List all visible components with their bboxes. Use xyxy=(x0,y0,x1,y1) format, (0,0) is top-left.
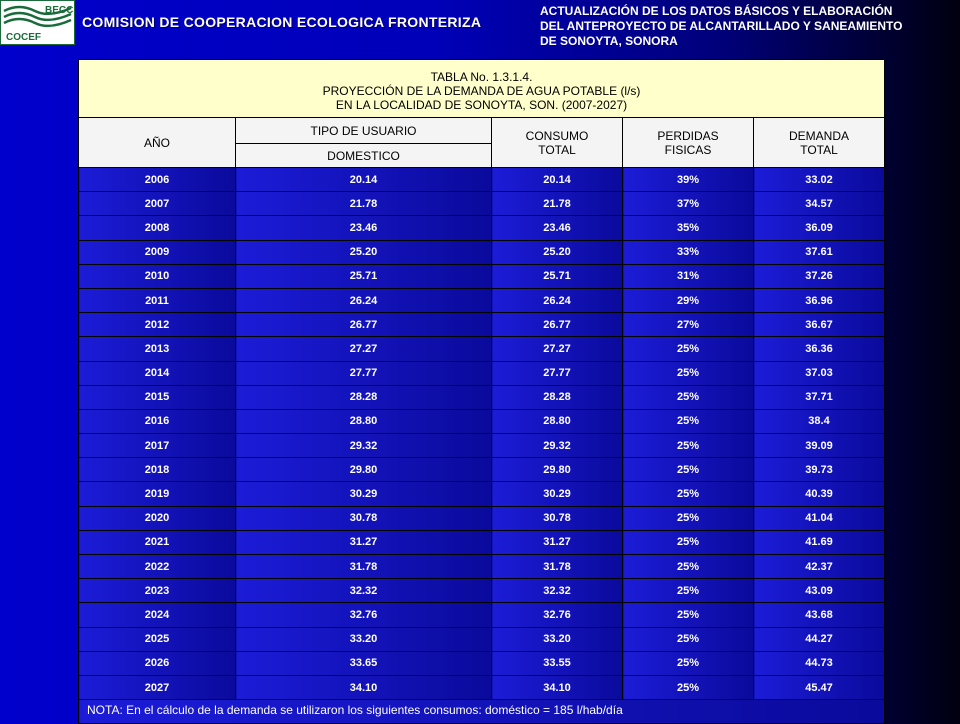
table-row xyxy=(79,288,885,312)
cell-demand: 44.73 xyxy=(754,651,885,675)
table-row xyxy=(79,409,885,433)
cell-year: 2012 xyxy=(79,313,236,337)
cell-domestic: 27.77 xyxy=(236,361,492,385)
cell-losses: 25% xyxy=(623,385,754,409)
water-demand-table xyxy=(78,59,885,724)
cell-year: 2011 xyxy=(79,288,236,312)
cell-consumption: 23.46 xyxy=(492,216,623,240)
cell-losses: 25% xyxy=(623,675,754,699)
cell-demand: 36.36 xyxy=(754,337,885,361)
document-title-line: ACTUALIZACIÓN DE LOS DATOS BÁSICOS Y ELABORACIÓN xyxy=(540,4,893,18)
cell-losses: 25% xyxy=(623,579,754,603)
cell-consumption: 20.14 xyxy=(492,168,623,192)
cell-demand: 37.71 xyxy=(754,385,885,409)
table-row xyxy=(79,337,885,361)
cell-losses: 25% xyxy=(623,458,754,482)
cell-year: 2014 xyxy=(79,361,236,385)
cell-demand: 36.96 xyxy=(754,288,885,312)
cell-demand: 39.09 xyxy=(754,434,885,458)
table-row xyxy=(79,506,885,530)
header-consumption: CONSUMO TOTAL xyxy=(492,118,623,168)
table-title-line: EN LA LOCALIDAD DE SONOYTA, SON. (2007-2027) xyxy=(335,97,628,112)
cell-domestic: 31.78 xyxy=(236,555,492,579)
header-user-type: TIPO DE USUARIO xyxy=(236,118,492,144)
table-row xyxy=(79,675,885,699)
cell-domestic: 29.80 xyxy=(236,458,492,482)
cell-consumption: 29.32 xyxy=(492,434,623,458)
table-row xyxy=(79,458,885,482)
cell-year: 2010 xyxy=(79,264,236,288)
cell-domestic: 26.24 xyxy=(236,288,492,312)
cell-demand: 41.69 xyxy=(754,530,885,554)
cell-consumption: 27.27 xyxy=(492,337,623,361)
cell-year: 2026 xyxy=(79,651,236,675)
table-title xyxy=(79,60,885,118)
cell-consumption: 34.10 xyxy=(492,675,623,699)
table-row xyxy=(79,313,885,337)
cell-demand: 34.57 xyxy=(754,192,885,216)
table-row xyxy=(79,385,885,409)
cell-consumption: 33.20 xyxy=(492,627,623,651)
cell-domestic: 31.27 xyxy=(236,530,492,554)
cell-losses: 25% xyxy=(623,361,754,385)
cell-year: 2023 xyxy=(79,579,236,603)
cell-consumption: 33.55 xyxy=(492,651,623,675)
table-title-line: PROYECCIÓN DE LA DEMANDA DE AGUA POTABLE (l/s) xyxy=(322,83,641,98)
cell-losses: 35% xyxy=(623,216,754,240)
cell-consumption: 31.78 xyxy=(492,555,623,579)
cell-demand: 37.61 xyxy=(754,240,885,264)
document-title-line: DE SONOYTA, SONORA xyxy=(540,34,678,48)
cell-losses: 25% xyxy=(623,627,754,651)
table-row xyxy=(79,168,885,192)
table-row xyxy=(79,434,885,458)
cell-demand: 37.03 xyxy=(754,361,885,385)
cell-demand: 42.37 xyxy=(754,555,885,579)
cell-year: 2015 xyxy=(79,385,236,409)
cell-demand: 43.09 xyxy=(754,579,885,603)
document-title-line: DEL ANTEPROYECTO DE ALCANTARILLADO Y SANEAMIENTO xyxy=(540,19,903,33)
cell-domestic: 20.14 xyxy=(236,168,492,192)
cell-losses: 31% xyxy=(623,264,754,288)
cell-domestic: 28.28 xyxy=(236,385,492,409)
cell-losses: 25% xyxy=(623,337,754,361)
cell-domestic: 28.80 xyxy=(236,409,492,433)
cell-domestic: 33.65 xyxy=(236,651,492,675)
cell-losses: 33% xyxy=(623,240,754,264)
cell-domestic: 27.27 xyxy=(236,337,492,361)
table-row xyxy=(79,530,885,554)
cell-consumption: 28.80 xyxy=(492,409,623,433)
cell-demand: 41.04 xyxy=(754,506,885,530)
table-row xyxy=(79,651,885,675)
cell-consumption: 32.32 xyxy=(492,579,623,603)
table-row xyxy=(79,482,885,506)
cell-losses: 25% xyxy=(623,555,754,579)
cell-year: 2018 xyxy=(79,458,236,482)
logo-text-cocef: COCEF xyxy=(6,32,41,43)
cell-losses: 25% xyxy=(623,651,754,675)
cell-year: 2006 xyxy=(79,168,236,192)
header-losses: PERDIDAS FISICAS xyxy=(623,118,754,168)
cell-consumption: 25.71 xyxy=(492,264,623,288)
table-row xyxy=(79,216,885,240)
table-row xyxy=(79,240,885,264)
cell-domestic: 23.46 xyxy=(236,216,492,240)
cell-losses: 39% xyxy=(623,168,754,192)
document-title xyxy=(540,4,955,49)
cell-consumption: 32.76 xyxy=(492,603,623,627)
cell-year: 2025 xyxy=(79,627,236,651)
cell-year: 2022 xyxy=(79,555,236,579)
cell-demand: 43.68 xyxy=(754,603,885,627)
cell-losses: 25% xyxy=(623,603,754,627)
table-row xyxy=(79,192,885,216)
cell-losses: 25% xyxy=(623,482,754,506)
cell-year: 2027 xyxy=(79,675,236,699)
cell-domestic: 32.76 xyxy=(236,603,492,627)
table-row xyxy=(79,603,885,627)
cell-losses: 25% xyxy=(623,530,754,554)
cell-demand: 36.67 xyxy=(754,313,885,337)
cell-domestic: 25.20 xyxy=(236,240,492,264)
cell-domestic: 32.32 xyxy=(236,579,492,603)
cell-domestic: 33.20 xyxy=(236,627,492,651)
cell-consumption: 26.24 xyxy=(492,288,623,312)
cell-consumption: 21.78 xyxy=(492,192,623,216)
table-row xyxy=(79,361,885,385)
cell-demand: 33.02 xyxy=(754,168,885,192)
cell-consumption: 27.77 xyxy=(492,361,623,385)
cell-domestic: 30.78 xyxy=(236,506,492,530)
cell-year: 2016 xyxy=(79,409,236,433)
cell-domestic: 26.77 xyxy=(236,313,492,337)
header-domestic: DOMESTICO xyxy=(236,144,492,168)
cell-losses: 25% xyxy=(623,409,754,433)
cell-consumption: 30.78 xyxy=(492,506,623,530)
header-demand: DEMANDA TOTAL xyxy=(754,118,885,168)
cell-year: 2020 xyxy=(79,506,236,530)
cell-consumption: 26.77 xyxy=(492,313,623,337)
cell-domestic: 34.10 xyxy=(236,675,492,699)
demand-table-container xyxy=(78,59,884,724)
cell-year: 2009 xyxy=(79,240,236,264)
cell-year: 2007 xyxy=(79,192,236,216)
cell-year: 2013 xyxy=(79,337,236,361)
cell-year: 2019 xyxy=(79,482,236,506)
cell-year: 2021 xyxy=(79,530,236,554)
organization-title: COMISION DE COOPERACION ECOLOGICA FRONTERIZA xyxy=(82,14,482,30)
cell-losses: 25% xyxy=(623,434,754,458)
header-year: AÑO xyxy=(79,118,236,168)
cell-demand: 37.26 xyxy=(754,264,885,288)
table-note: NOTA: En el cálculo de la demanda se utilizaron los siguientes consumos: doméstico = 185 l/hab/día xyxy=(79,700,885,724)
cell-domestic: 21.78 xyxy=(236,192,492,216)
cell-losses: 29% xyxy=(623,288,754,312)
table-row xyxy=(79,555,885,579)
note-row xyxy=(79,700,885,724)
cell-demand: 39.73 xyxy=(754,458,885,482)
logo-text-becc: BECC xyxy=(45,5,74,16)
cell-year: 2008 xyxy=(79,216,236,240)
cell-losses: 25% xyxy=(623,506,754,530)
table-title-line: TABLA No. 1.3.1.4. xyxy=(430,69,533,84)
cell-demand: 38.4 xyxy=(754,409,885,433)
cell-domestic: 29.32 xyxy=(236,434,492,458)
cell-demand: 45.47 xyxy=(754,675,885,699)
cell-year: 2017 xyxy=(79,434,236,458)
cell-demand: 40.39 xyxy=(754,482,885,506)
cell-losses: 27% xyxy=(623,313,754,337)
cell-consumption: 25.20 xyxy=(492,240,623,264)
cell-consumption: 30.29 xyxy=(492,482,623,506)
table-row xyxy=(79,579,885,603)
cell-consumption: 31.27 xyxy=(492,530,623,554)
cell-losses: 37% xyxy=(623,192,754,216)
cell-year: 2024 xyxy=(79,603,236,627)
cell-consumption: 28.28 xyxy=(492,385,623,409)
cell-demand: 44.27 xyxy=(754,627,885,651)
table-row xyxy=(79,264,885,288)
table-row xyxy=(79,627,885,651)
cell-domestic: 25.71 xyxy=(236,264,492,288)
becc-cocef-logo xyxy=(0,0,75,45)
cell-consumption: 29.80 xyxy=(492,458,623,482)
cell-domestic: 30.29 xyxy=(236,482,492,506)
cell-demand: 36.09 xyxy=(754,216,885,240)
